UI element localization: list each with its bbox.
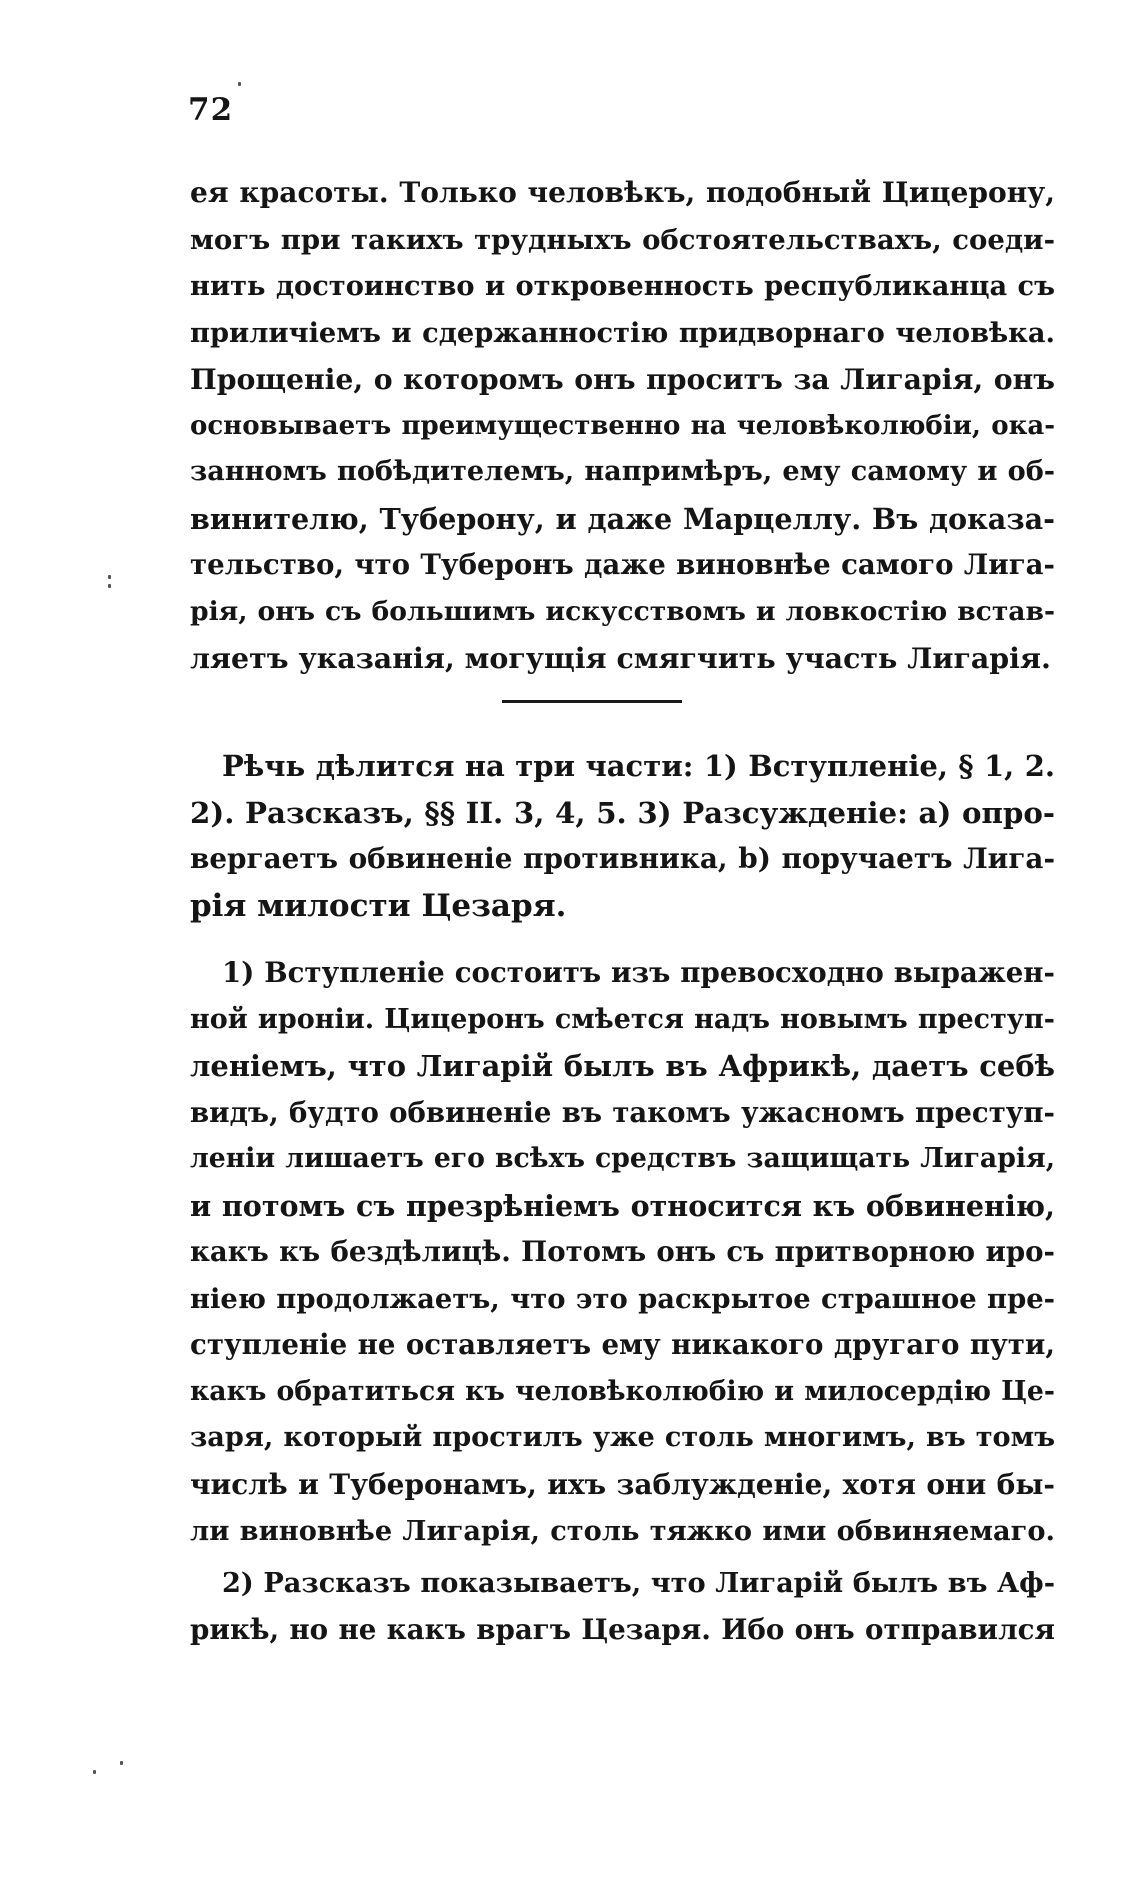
text-line: заря, который простилъ уже столь многимъ, въ томъ: [190, 1422, 1055, 1453]
paragraph-1: [190, 170, 1055, 682]
text-line: леніемъ, что Лигарій былъ въ Африкѣ, даетъ себѣ: [190, 1049, 1055, 1083]
text-line: видъ, будто обвиненіе въ такомъ ужасномъ преступ-: [190, 1096, 1055, 1129]
text-line: 1) Вступленіе состоитъ изъ превосходно выражен-: [222, 956, 1055, 989]
text-line: тельство, что Туберонъ даже виновнѣе самого Лига-: [190, 548, 1055, 581]
text-line: приличіемъ и сдержанностію придворнаго человѣка.: [190, 316, 1055, 349]
paragraph-4: [190, 1560, 1055, 1653]
text-line: нить достоинство и откровенность республиканца съ: [190, 270, 1055, 302]
text-line: ніею продолжаетъ, что это раскрытое страшное пре-: [190, 1282, 1055, 1315]
page-number: 72: [188, 92, 234, 128]
section-divider: [502, 700, 682, 703]
text-line: 2). Разсказъ, §§ II. 3, 4, 5. 3) Разсужденіе: a) опро-: [190, 795, 1055, 830]
text-line: ной ироніи. Цицеронъ смѣется надъ новымъ преступ-: [190, 1003, 1055, 1035]
text-line: Прощеніе, о которомъ онъ проситъ за Лигарія, онъ: [190, 362, 1055, 396]
paragraph-2: [190, 743, 1055, 929]
scan-speck: [108, 575, 111, 579]
scan-speck: [108, 584, 111, 588]
text-line: могъ при такихъ трудныхъ обстоятельствахъ, соеди-: [190, 223, 1055, 256]
text-line: ступленіе не оставляетъ ему никакого другаго пути,: [190, 1328, 1055, 1361]
scan-speck: [120, 1761, 123, 1765]
text-line: рія, онъ съ большимъ искусствомъ и ловкостію встав-: [190, 595, 1055, 627]
paragraph-3: [190, 950, 1055, 1555]
text-line: рикѣ, но не какъ врагъ Цезаря. Ибо онъ отправился: [190, 1612, 1055, 1646]
text-line: ляетъ указанія, могущія смягчить участь Лигарія.: [190, 641, 1051, 675]
text-line: основываетъ преимущественно на человѣколюбіи, ока-: [190, 410, 1055, 441]
text-line: числѣ и Туберонамъ, ихъ заблужденіе, хотя они бы-: [190, 1467, 1055, 1501]
text-line: 2) Разсказъ показываетъ, что Лигарій былъ въ Аф-: [222, 1567, 1055, 1599]
scan-speck: [93, 1770, 96, 1774]
text-line: рія милости Цезаря.: [190, 887, 567, 924]
text-line: какъ къ бездѣлицѣ. Потомъ онъ съ притворною иро-: [190, 1236, 1055, 1268]
text-line: какъ обратиться къ человѣколюбію и милосердію Це-: [190, 1375, 1055, 1407]
text-line: леніи лишаетъ его всѣхъ средствъ защищать Лигарія,: [190, 1143, 1055, 1174]
text-line: ли виновнѣе Лигарія, столь тяжко ими обвиняемаго.: [190, 1515, 1055, 1547]
text-line: вергаетъ обвиненіе противника, b) поручаетъ Лига-: [190, 842, 1055, 875]
scan-speck: [238, 82, 241, 86]
text-line: Рѣчь дѣлится на три части: 1) Вступленіе, § 1, 2.: [222, 749, 1055, 783]
text-line: и потомъ съ презрѣніемъ относится къ обвиненію,: [190, 1188, 1055, 1223]
text-line: ея красоты. Только человѣкъ, подобный Цицерону,: [190, 176, 1055, 209]
text-line: занномъ побѣдителемъ, напримѣръ, ему самому и об-: [190, 456, 1055, 487]
text-line: винителю, Туберону, и даже Марцеллу. Въ доказа-: [190, 501, 1055, 536]
